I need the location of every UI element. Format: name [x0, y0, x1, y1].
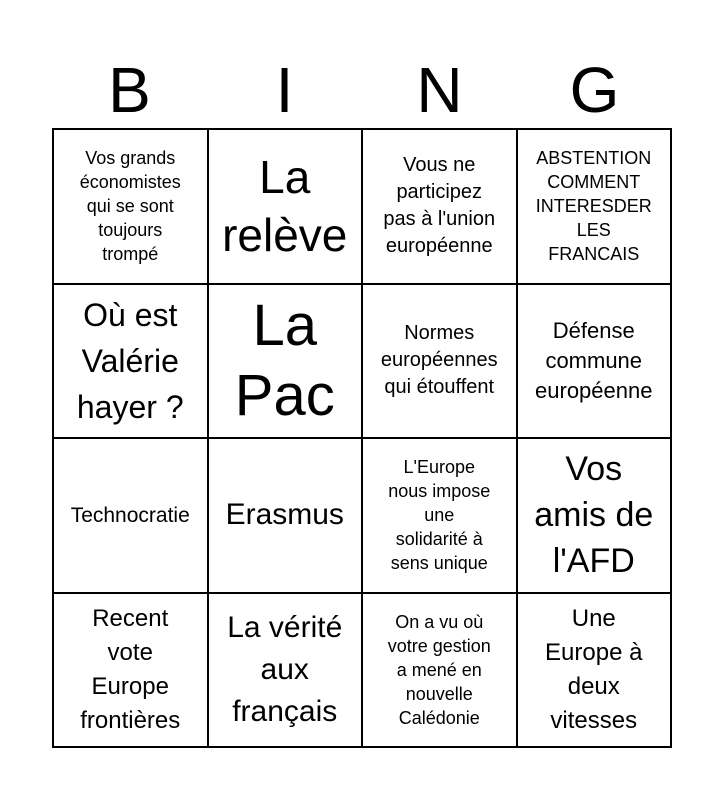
bingo-grid: [52, 128, 672, 748]
cell-text: Défense commune européenne: [535, 317, 653, 403]
cell-text: Vous ne participez pas à l'union européenne: [383, 154, 496, 258]
cell-text: On a vu où votre gestion a mené en nouvelle Calédonie: [387, 611, 491, 728]
cell-text: Erasmus: [225, 498, 344, 532]
cell-text: La Pac: [234, 292, 335, 428]
bingo-cell-7[interactable]: [363, 285, 518, 440]
bingo-cell-9[interactable]: [54, 439, 209, 594]
cell-text: La vérité aux français: [227, 610, 343, 728]
header-letter-b: B: [108, 54, 151, 126]
cell-text: Technocratie: [70, 503, 190, 527]
cell-text: Vos amis de l'AFD: [534, 450, 654, 581]
bingo-cell-4[interactable]: [518, 130, 673, 285]
bingo-cell-6[interactable]: [209, 285, 364, 440]
cell-text: Recent vote Europe frontières: [80, 604, 181, 734]
bingo-cell-3[interactable]: [363, 130, 518, 285]
cell-text: La relève: [222, 151, 348, 262]
cell-text: Où est Valérie hayer ?: [76, 296, 184, 425]
header-letter-n: N: [416, 54, 463, 126]
cell-text: L'Europe nous impose une solidarité à sens unique: [388, 457, 491, 574]
bingo-cell-10[interactable]: [209, 439, 364, 594]
bingo-cell-1[interactable]: [54, 130, 209, 285]
bingo-cell-2[interactable]: [209, 130, 364, 285]
header-letter-g: G: [569, 54, 620, 126]
bingo-cell-15[interactable]: [363, 594, 518, 749]
cell-text: Une Europe à deux vitesses: [545, 604, 643, 734]
bingo-cell-12[interactable]: [518, 439, 673, 594]
bingo-header: [52, 52, 672, 128]
header-letter-i: I: [275, 54, 294, 126]
cell-text: Vos grands économistes qui se sont toujours trompé: [79, 148, 181, 265]
cell-text: Normes européennes qui étouffent: [380, 322, 498, 399]
bingo-cell-16[interactable]: [518, 594, 673, 749]
bingo-cell-11[interactable]: [363, 439, 518, 594]
bingo-cell-14[interactable]: [209, 594, 364, 749]
cell-text: ABSTENTION COMMENT INTERESDER LES FRANCAIS: [535, 148, 652, 265]
bingo-cell-8[interactable]: [518, 285, 673, 440]
bingo-cell-5[interactable]: [54, 285, 209, 440]
bingo-cell-13[interactable]: [54, 594, 209, 749]
